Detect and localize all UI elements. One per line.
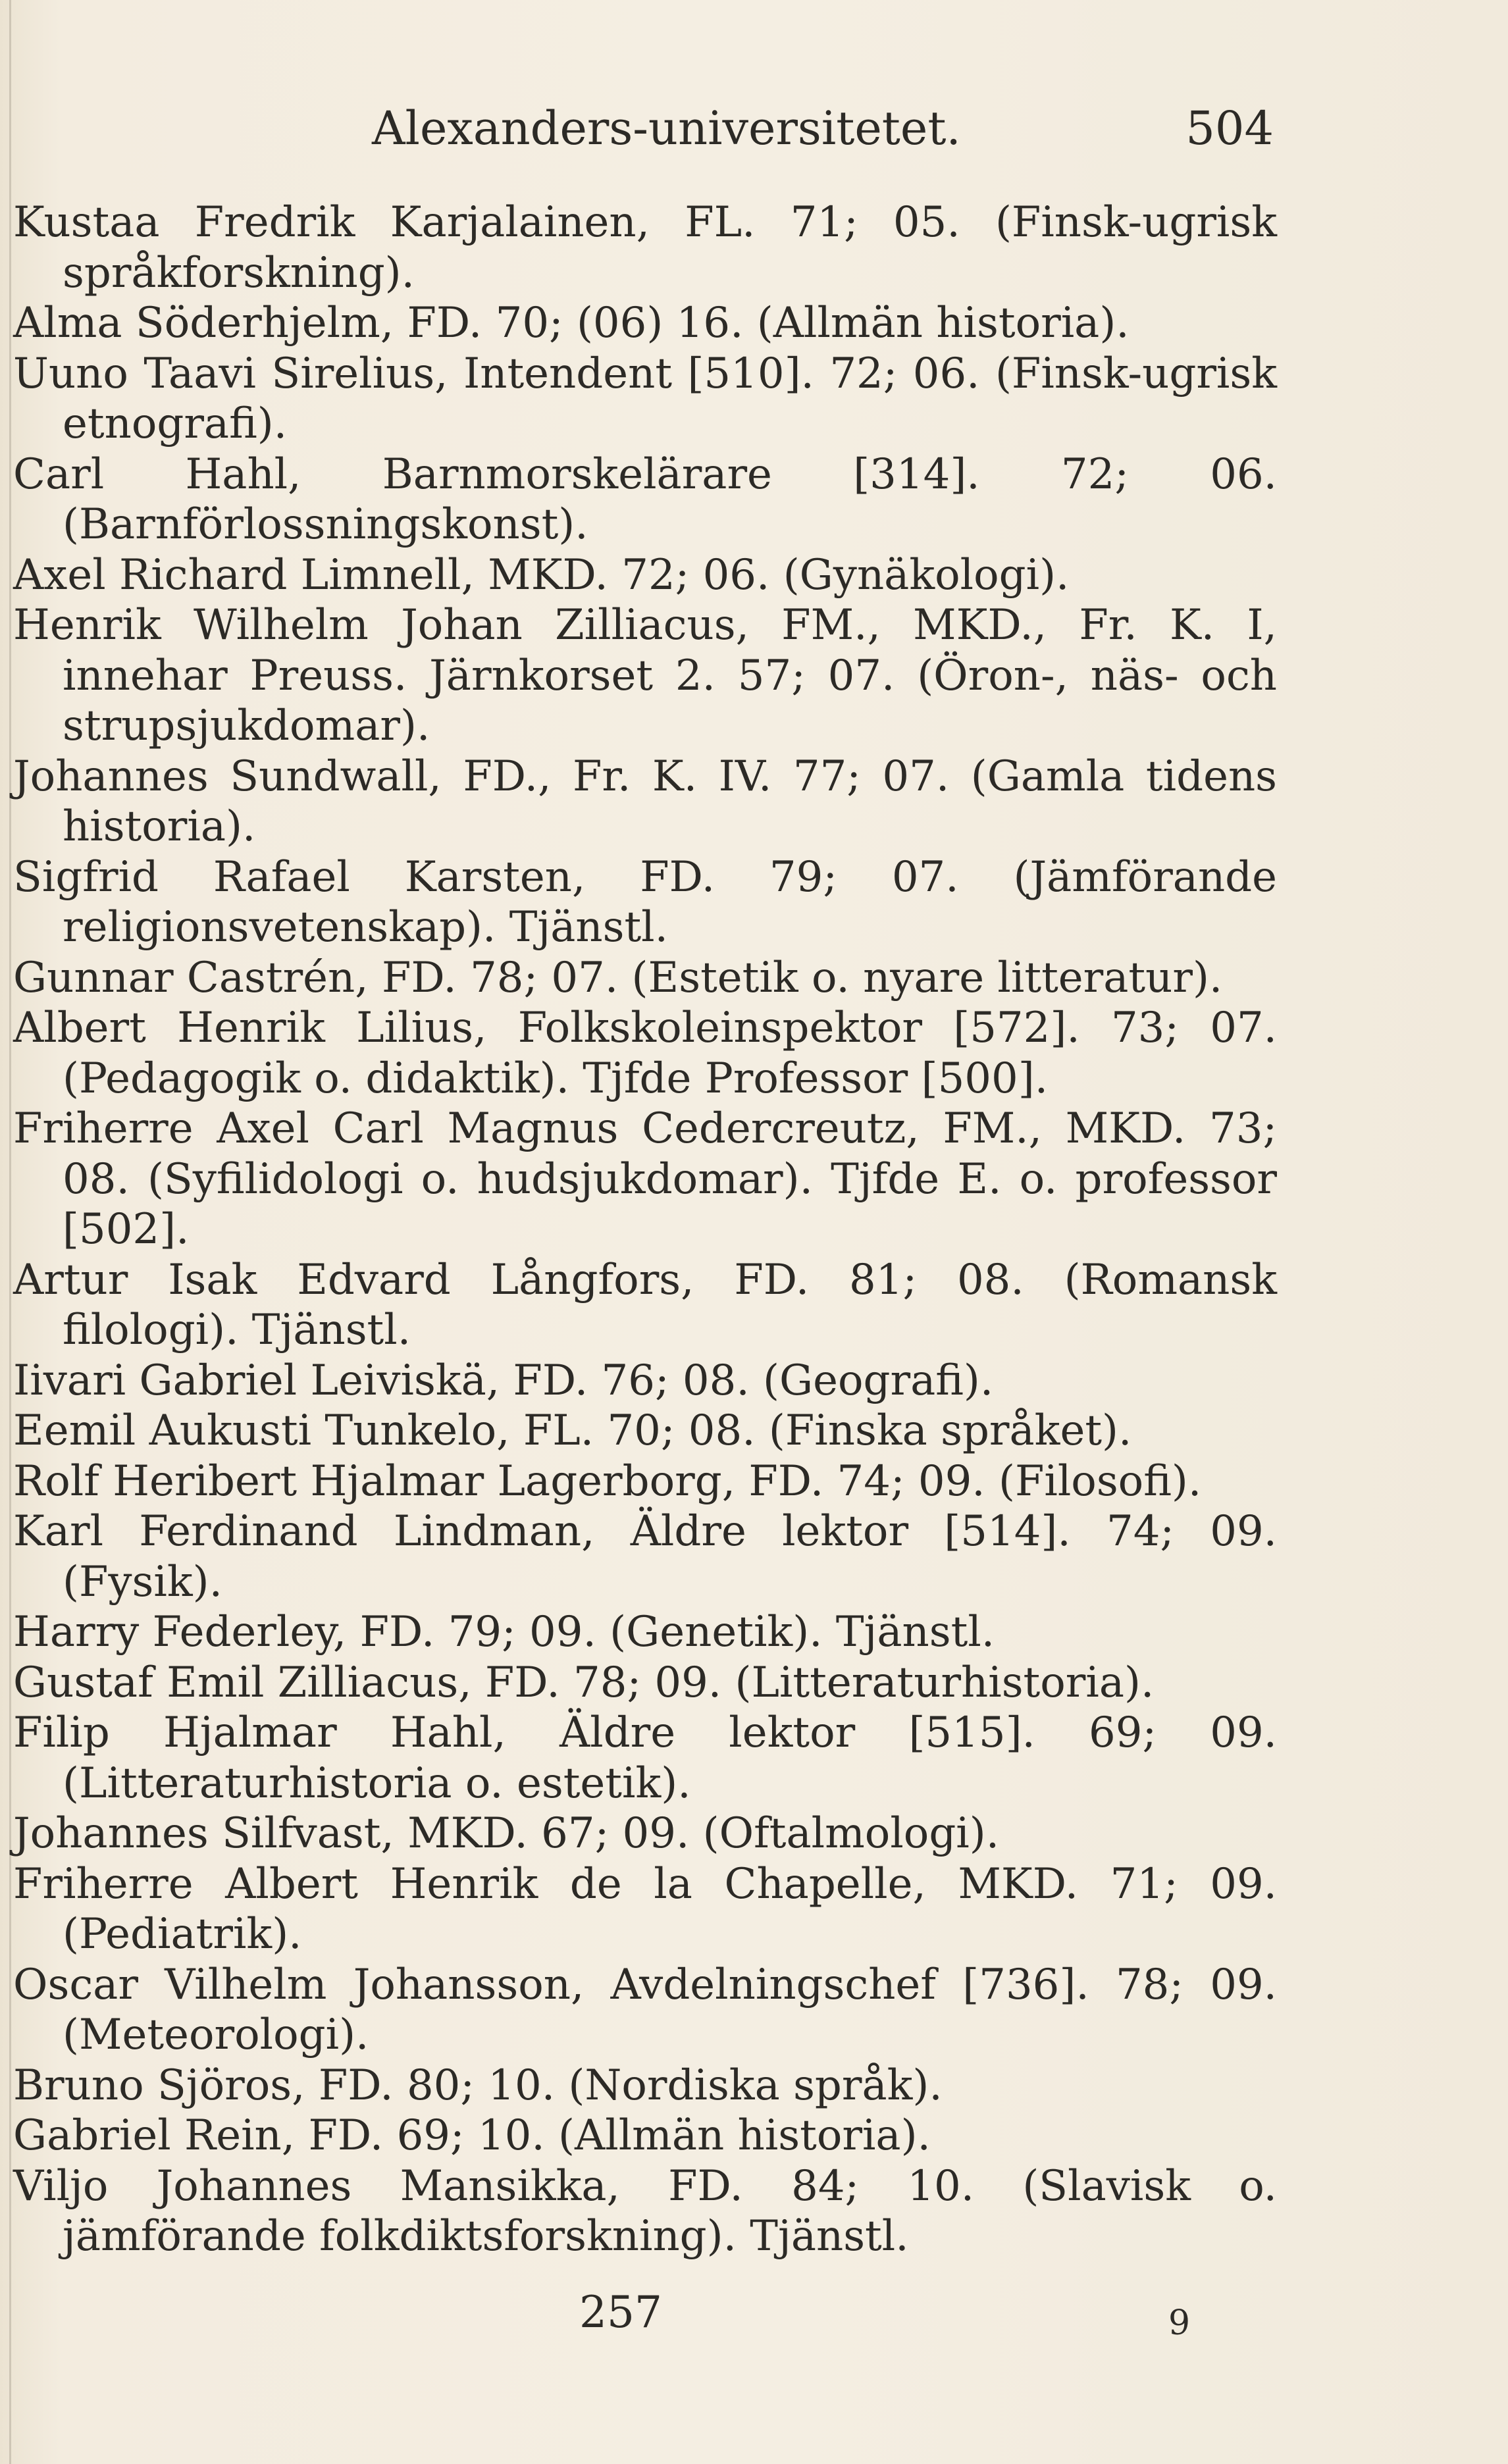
list-item: Harry Federley, FD. 79; 09. (Genetik). Tjänstl. xyxy=(13,1608,995,1656)
list-item: Gustaf Emil Zilliacus, FD. 78; 09. (Litteraturhistoria). xyxy=(13,1658,1155,1707)
list-item: Gabriel Rein, FD. 69; 10. (Allmän historia). xyxy=(13,2111,931,2160)
page-edge-line xyxy=(9,0,11,2464)
list-item: Axel Richard Limnell, MKD. 72; 06. (Gynäkologi). xyxy=(13,550,1070,600)
list-item: Artur Isak Edvard Långfors, FD. 81; 08. (Romansk filologi). Tjänstl. xyxy=(13,1255,1277,1354)
list-item: Albert Henrik Lilius, Folkskoleinspektor [572]. 73; 07. (Pedagogik o. didaktik). Tjfde Professor [500]. xyxy=(13,1004,1277,1103)
entry-list xyxy=(13,197,1277,2262)
list-item: Johannes Silfvast, MKD. 67; 09. (Oftalmologi). xyxy=(13,1809,1000,1858)
signature-mark: 257 xyxy=(579,2287,662,2338)
list-item: Iivari Gabriel Leiviskä, FD. 76; 08. (Geografi). xyxy=(13,1356,994,1405)
list-item: Carl Hahl, Barnmorskelärare [314]. 72; 06. (Barnförlossningskonst). xyxy=(13,449,1277,549)
running-header xyxy=(372,92,1274,165)
list-item: Karl Ferdinand Lindman, Äldre lektor [514]. 74; 09. (Fysik). xyxy=(13,1507,1277,1606)
header-title: Alexanders-universitetet. xyxy=(372,101,961,155)
list-item: Sigfrid Rafael Karsten, FD. 79; 07. (Jämförande religionsvetenskap). Tjänstl. xyxy=(13,852,1277,952)
list-item: Oscar Vilhelm Johansson, Avdelningschef [736]. 78; 09. (Meteorologi). xyxy=(13,1960,1277,2059)
list-item: Johannes Sundwall, FD., Fr. K. IV. 77; 07. (Gamla tidens historia). xyxy=(13,752,1277,851)
list-item: Viljo Johannes Mansikka, FD. 84; 10. (Slavisk o. jämförande folkdiktsforskning). Tjänstl. xyxy=(13,2161,1277,2261)
list-item: Rolf Heribert Hjalmar Lagerborg, FD. 74; 09. (Filosofi). xyxy=(13,1456,1202,1506)
list-item: Gunnar Castrén, FD. 78; 07. (Estetik o. nyare litteratur). xyxy=(13,953,1223,1002)
list-item: Friherre Axel Carl Magnus Cedercreutz, FM., MKD. 73; 08. (Syfilidologi o. hudsjukdomar). Tjfde E. o. professor [502]. xyxy=(13,1104,1277,1254)
footer-mark: 9 xyxy=(1168,2303,1191,2343)
list-item: Alma Söderhjelm, FD. 70; (06) 16. (Allmän historia). xyxy=(13,299,1130,347)
list-item: Friherre Albert Henrik de la Chapelle, MKD. 71; 09. (Pediatrik). xyxy=(13,1859,1277,1959)
list-item: Filip Hjalmar Hahl, Äldre lektor [515]. 69; 09. (Litteraturhistoria o. estetik). xyxy=(13,1708,1277,1808)
list-item: Eemil Aukusti Tunkelo, FL. 70; 08. (Finska språket). xyxy=(13,1406,1132,1455)
list-item: Kustaa Fredrik Karjalainen, FL. 71; 05. (Finsk-ugrisk språkforskning). xyxy=(13,198,1277,297)
list-item: Henrik Wilhelm Johan Zilliacus, FM., MKD., Fr. K. I, innehar Preuss. Järnkorset 2. 57; 07. (Öron-, näs- och strupsjukdomar). xyxy=(13,601,1277,750)
list-item: Bruno Sjöros, FD. 80; 10. (Nordiska språk). xyxy=(13,2061,943,2110)
list-item: Uuno Taavi Sirelius, Intendent [510]. 72; 06. (Finsk-ugrisk etnografi). xyxy=(13,349,1277,448)
page-number: 504 xyxy=(1185,101,1274,155)
